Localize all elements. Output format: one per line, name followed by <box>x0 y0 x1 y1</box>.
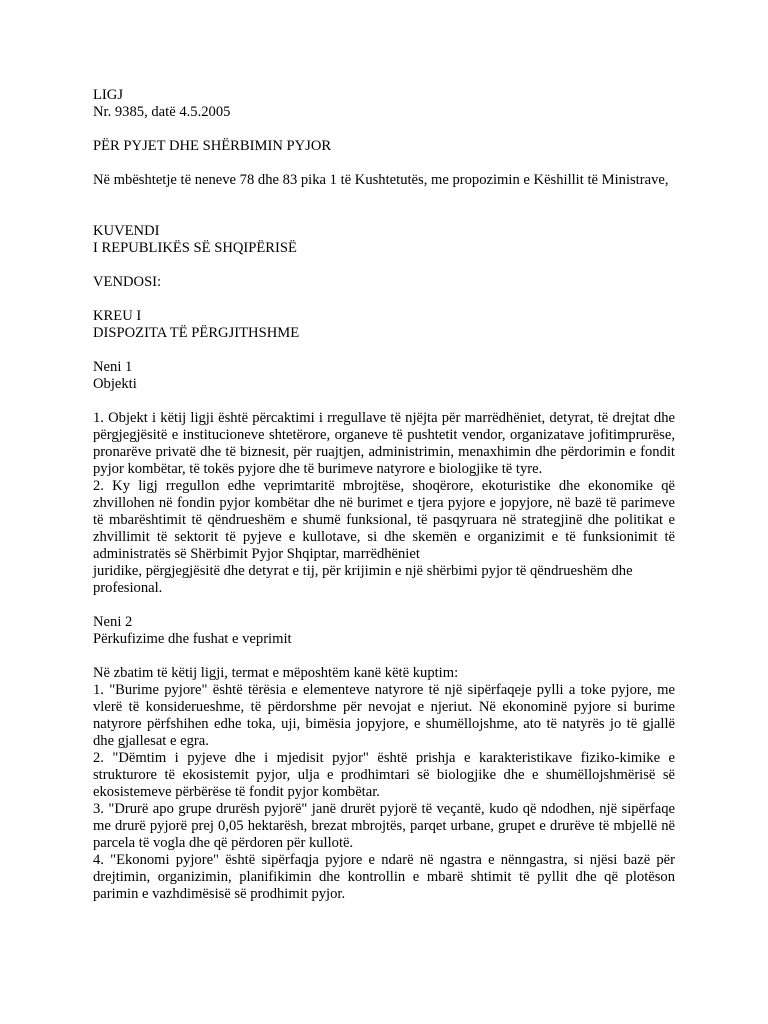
article-1-paragraph-2-continued: juridike, përgjegjësitë dhe detyrat e tij, për krijimin e një shërbimi pyjor të qëndrueshëm dhe profesional. <box>93 563 633 596</box>
definition-3: 3. "Drurë apo grupe drurësh pyjorë" janë drurët pyjorë të veçantë, kudo që ndodhen, një sipërfaqe me drurë pyjorë prej 0,05 hektarësh, brezat mbrojtës, parqet urbane, grupet e drurëve të mbjellë në parcela të vogla dhe që përdoren për kullotë. <box>93 801 675 851</box>
document-body <box>93 87 675 903</box>
definition-1: 1. "Burime pyjore" është tërësia e elementeve natyrore të një sipërfaqeje pylli a toke pyjore, me vlerë të konsiderueshme, të përdorshme për nevojat e njeriut. Në ekonominë pyjore si burime natyrore përfshihen edhe toka, uji, bimësia jopyjore, e shumëllojshme, ato të natyrës jo të gjallë dhe gjallesat e egra. <box>93 682 675 749</box>
chapter-label: KREU I <box>93 308 142 324</box>
article-2-label: Neni 2 <box>93 614 133 630</box>
authority-country: I REPUBLIKËS SË SHQIPËRISË <box>93 240 297 256</box>
decision-heading: VENDOSI: <box>93 274 162 290</box>
preamble: Në mbështetje të neneve 78 dhe 83 pika 1 të Kushtetutës, me propozimin e Këshillit të Ministrave, <box>93 172 669 188</box>
definition-4: 4. "Ekonomi pyjore" është sipërfaqja pyjore e ndarë në ngastra e nënngastra, si njësi bazë për drejtimin, organizimin, planifikimin dhe kontrollin e mbarë shtimit të pyllit dhe që plotëson parimin e vazhdimësisë së prodhimit pyjor. <box>93 852 675 902</box>
law-type: LIGJ <box>93 87 123 103</box>
article-2-title: Përkufizime dhe fushat e veprimit <box>93 631 292 647</box>
article-1-label: Neni 1 <box>93 359 133 375</box>
article-2-intro: Në zbatim të këtij ligji, termat e mëposhtëm kanë këtë kuptim: <box>93 665 459 681</box>
definition-2: 2. "Dëmtim i pyjeve dhe i mjedisit pyjor" është prishja e karakteristikave fiziko-kimike e strukturore të ekosistemit pyjor, ulja e prodhimtari së biologjike dhe e shumëllojshmërisë së ekosistemeve përbërëse të fondit pyjor kombëtar. <box>93 750 675 800</box>
chapter-title: DISPOZITA TË PËRGJITHSHME <box>93 325 300 341</box>
article-1-paragraph-2: 2. Ky ligj rregullon edhe veprimtaritë mbrojtëse, shoqërore, ekoturistike dhe ekonomike që zhvillohen në fondin pyjor kombëtar dhe në burimet e tjera pyjore e jopyjore, në bazë të parimeve të mbarështimit të qëndrueshëm e shumë funksional, të pasqyruara në strategjinë dhe politikat e zhvillimit të sektorit të pyjeve e kullotave, si dhe skemën e organizimit e të funksionimit të administratës së Shërbimit Pyjor Shqiptar, marrëdhëniet <box>93 478 675 562</box>
article-1-paragraph-1: 1. Objekt i këtij ligji është përcaktimi i rregullave të njëjta për marrëdhëniet, detyrat, të drejtat dhe përgjegjësitë e institucioneve shtetërore, organeve të pushtetit vendor, organizatave jofitimprurëse, pronarëve privatë dhe të biznesit, për ruajtjen, administrimin, menaxhimin dhe përdorimin e fondit pyjor kombëtar, të tokës pyjore dhe të burimeve natyrore e biologjike të tyre. <box>93 410 675 477</box>
law-title: PËR PYJET DHE SHËRBIMIN PYJOR <box>93 138 332 154</box>
authority-name: KUVENDI <box>93 223 160 239</box>
law-number: Nr. 9385, datë 4.5.2005 <box>93 104 231 120</box>
article-1-title: Objekti <box>93 376 137 392</box>
